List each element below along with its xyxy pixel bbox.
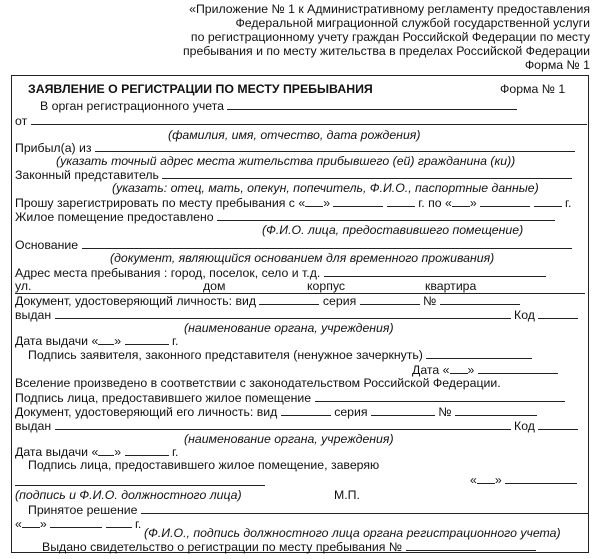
issue-date2-label: Дата выдачи « bbox=[15, 445, 99, 459]
issued1-row bbox=[15, 307, 578, 322]
code1-field[interactable] bbox=[538, 307, 578, 319]
street-label: ул. bbox=[15, 279, 32, 293]
start-year-field[interactable] bbox=[387, 195, 415, 207]
house-label: дом bbox=[203, 279, 226, 293]
certificate-label: Выдано свидетельство о регистрации по месту пребывания № bbox=[42, 540, 403, 554]
legal-rep-row bbox=[15, 167, 572, 182]
request-label: Прошу зарегистрировать по месту пребывания с « bbox=[15, 196, 306, 210]
arrived-hint: (указать точный адрес места жительства прибывшего (ей) гражданина (ки)) bbox=[56, 154, 516, 168]
legal-rep-label: Законный представитель bbox=[15, 168, 159, 182]
issue-date2-day[interactable] bbox=[98, 444, 114, 456]
header-line-2: Федеральной миграционной службой государственной услуги bbox=[235, 16, 590, 30]
issue-date1-month[interactable] bbox=[125, 333, 169, 345]
code2-field[interactable] bbox=[538, 418, 578, 430]
legal-rep-field[interactable] bbox=[162, 167, 572, 179]
provider-sign-row bbox=[15, 390, 565, 405]
settled-text: Вселение произведено в соответствии с законодательством Российской Федерации. bbox=[15, 376, 501, 390]
provider-certify-label: Подпись лица, предоставившего жилое помещение, заверяю bbox=[28, 458, 380, 472]
official-sign-field[interactable] bbox=[15, 474, 265, 486]
provider-sign-field[interactable] bbox=[315, 390, 565, 402]
applicant-sign-field[interactable] bbox=[426, 347, 532, 359]
applicant-sign-label: Подпись заявителя, законного представителя (ненужное зачеркнуть) bbox=[28, 348, 423, 362]
issued2-row bbox=[15, 418, 578, 433]
from-label: от bbox=[15, 114, 28, 128]
doc2-number-field[interactable] bbox=[455, 404, 537, 416]
start-month-field[interactable] bbox=[333, 195, 383, 207]
issue-date2-month[interactable] bbox=[125, 444, 169, 456]
end-month-field[interactable] bbox=[480, 195, 530, 207]
doc1-type-field[interactable] bbox=[259, 293, 319, 305]
housing-label: Жилое помещение предоставлено bbox=[15, 210, 214, 224]
issue-date1-row: Дата выдачи « » г. bbox=[15, 334, 179, 348]
issue-date2-row: Дата выдачи « » г. bbox=[15, 445, 179, 459]
end-day-field[interactable] bbox=[452, 195, 470, 207]
date1-label: Дата « bbox=[412, 363, 450, 377]
applicant-sign-row bbox=[28, 347, 532, 362]
issue-date1-day[interactable] bbox=[98, 333, 114, 345]
date1-day[interactable] bbox=[450, 362, 468, 374]
doc1-series-label: серия bbox=[322, 294, 357, 308]
date2-month[interactable] bbox=[505, 472, 577, 484]
arrived-label: Прибыл(а) из bbox=[15, 141, 92, 155]
code2-label: Код bbox=[514, 419, 535, 433]
doc1-row bbox=[15, 293, 520, 308]
provider-sign-label: Подпись лица, предоставившего жилое помещение bbox=[15, 391, 312, 405]
form-title: ЗАЯВЛЕНИЕ О РЕГИСТРАЦИИ ПО МЕСТУ ПРЕБЫВАНИЯ bbox=[28, 82, 373, 96]
date1-month[interactable] bbox=[478, 362, 558, 374]
official-sign-row bbox=[15, 474, 265, 489]
address-row bbox=[15, 265, 546, 280]
decision-field[interactable] bbox=[141, 502, 589, 514]
doc2-series-label: серия bbox=[334, 405, 368, 419]
doc2-row bbox=[15, 404, 537, 419]
date3-month[interactable] bbox=[50, 516, 102, 528]
from-hint: (фамилия, имя, отчество, дата рождения) bbox=[168, 128, 421, 142]
doc1-series-field[interactable] bbox=[360, 293, 420, 305]
code1-label: Код bbox=[514, 308, 535, 322]
form-number: Форма № 1 bbox=[500, 82, 566, 96]
basis-label: Основание bbox=[15, 238, 79, 252]
street-row[interactable] bbox=[15, 279, 585, 294]
appendix-header bbox=[30, 2, 590, 72]
doc1-number-label: № bbox=[423, 294, 437, 308]
decision-label: Принятое решение bbox=[28, 503, 138, 517]
to-authority-field[interactable] bbox=[227, 98, 517, 110]
decision-row bbox=[28, 502, 589, 517]
header-line-3: по регистрационному учету граждан Российской Федерации по месту bbox=[190, 30, 590, 44]
stamp-label: М.П. bbox=[334, 488, 360, 502]
date3-day[interactable] bbox=[22, 516, 40, 528]
building-label: корпус bbox=[307, 279, 346, 293]
header-form-number: Форма № 1 bbox=[524, 58, 590, 72]
issued1-label: выдан bbox=[15, 308, 52, 322]
registration-form bbox=[11, 75, 589, 553]
issued2-label: выдан bbox=[15, 419, 52, 433]
housing-field[interactable] bbox=[217, 209, 555, 221]
apartment-label: квартира bbox=[425, 279, 477, 293]
housing-row bbox=[15, 209, 555, 224]
start-day-field[interactable] bbox=[305, 195, 323, 207]
issued2-field[interactable] bbox=[55, 418, 511, 430]
doc2-label: Документ, удостоверяющий его личность: вид bbox=[15, 405, 278, 419]
official-hint: (подпись и Ф.И.О. должностного лица) bbox=[15, 488, 242, 502]
arrived-row bbox=[15, 140, 575, 155]
from-field[interactable] bbox=[31, 113, 587, 125]
issue-date1-label: Дата выдачи « bbox=[15, 334, 99, 348]
end-year-field[interactable] bbox=[534, 195, 562, 207]
from-row bbox=[15, 113, 587, 128]
issued1-field[interactable] bbox=[55, 307, 511, 319]
certificate-number-field[interactable] bbox=[406, 539, 536, 551]
header-line-4: пребывания и по месту жительства в пределах Российской Федерации bbox=[183, 44, 590, 58]
date3-year[interactable] bbox=[106, 516, 132, 528]
doc1-label: Документ, удостоверяющий личность: вид bbox=[15, 294, 257, 308]
doc2-number-label: № bbox=[438, 405, 452, 419]
date2-day[interactable] bbox=[477, 472, 495, 484]
year-to-label: г. по « bbox=[418, 196, 452, 210]
issuer1-hint: (наименование органа, учреждения) bbox=[184, 321, 394, 335]
date1-row: Дата « » bbox=[412, 362, 558, 377]
header-line-1: «Приложение № 1 к Административному регламенту предоставления bbox=[189, 2, 590, 16]
legal-rep-hint: (указать: отец, мать, опекун, попечитель, Ф.И.О., паспортные данные) bbox=[112, 181, 539, 195]
to-authority-label: В орган регистрационного учета bbox=[40, 99, 225, 113]
doc2-type-field[interactable] bbox=[281, 404, 331, 416]
official-hint-2: (Ф.И.О., подпись должностного лица органа регистрационного учета) bbox=[144, 526, 561, 540]
arrived-field[interactable] bbox=[95, 140, 575, 152]
housing-hint: (Ф.И.О. лица, предоставившего помещение) bbox=[262, 223, 524, 237]
date3-row: « » г. bbox=[15, 517, 142, 531]
basis-hint: (документ, являющийся основанием для временного проживания) bbox=[110, 251, 495, 265]
address-field[interactable] bbox=[324, 265, 546, 277]
basis-field[interactable] bbox=[82, 237, 572, 249]
to-authority-row bbox=[40, 98, 517, 113]
request-row: Прошу зарегистрировать по месту пребывания с « » г. по « » г. bbox=[15, 196, 572, 210]
issuer2-hint: (наименование органа, учреждения) bbox=[184, 432, 394, 446]
doc2-series-field[interactable] bbox=[371, 404, 435, 416]
basis-row bbox=[15, 237, 572, 252]
address-label: Адрес места пребывания : город, поселок, село и т.д. bbox=[15, 266, 321, 280]
doc1-number-field[interactable] bbox=[440, 293, 520, 305]
date2-row: « » bbox=[470, 472, 577, 487]
certificate-row bbox=[42, 539, 536, 554]
